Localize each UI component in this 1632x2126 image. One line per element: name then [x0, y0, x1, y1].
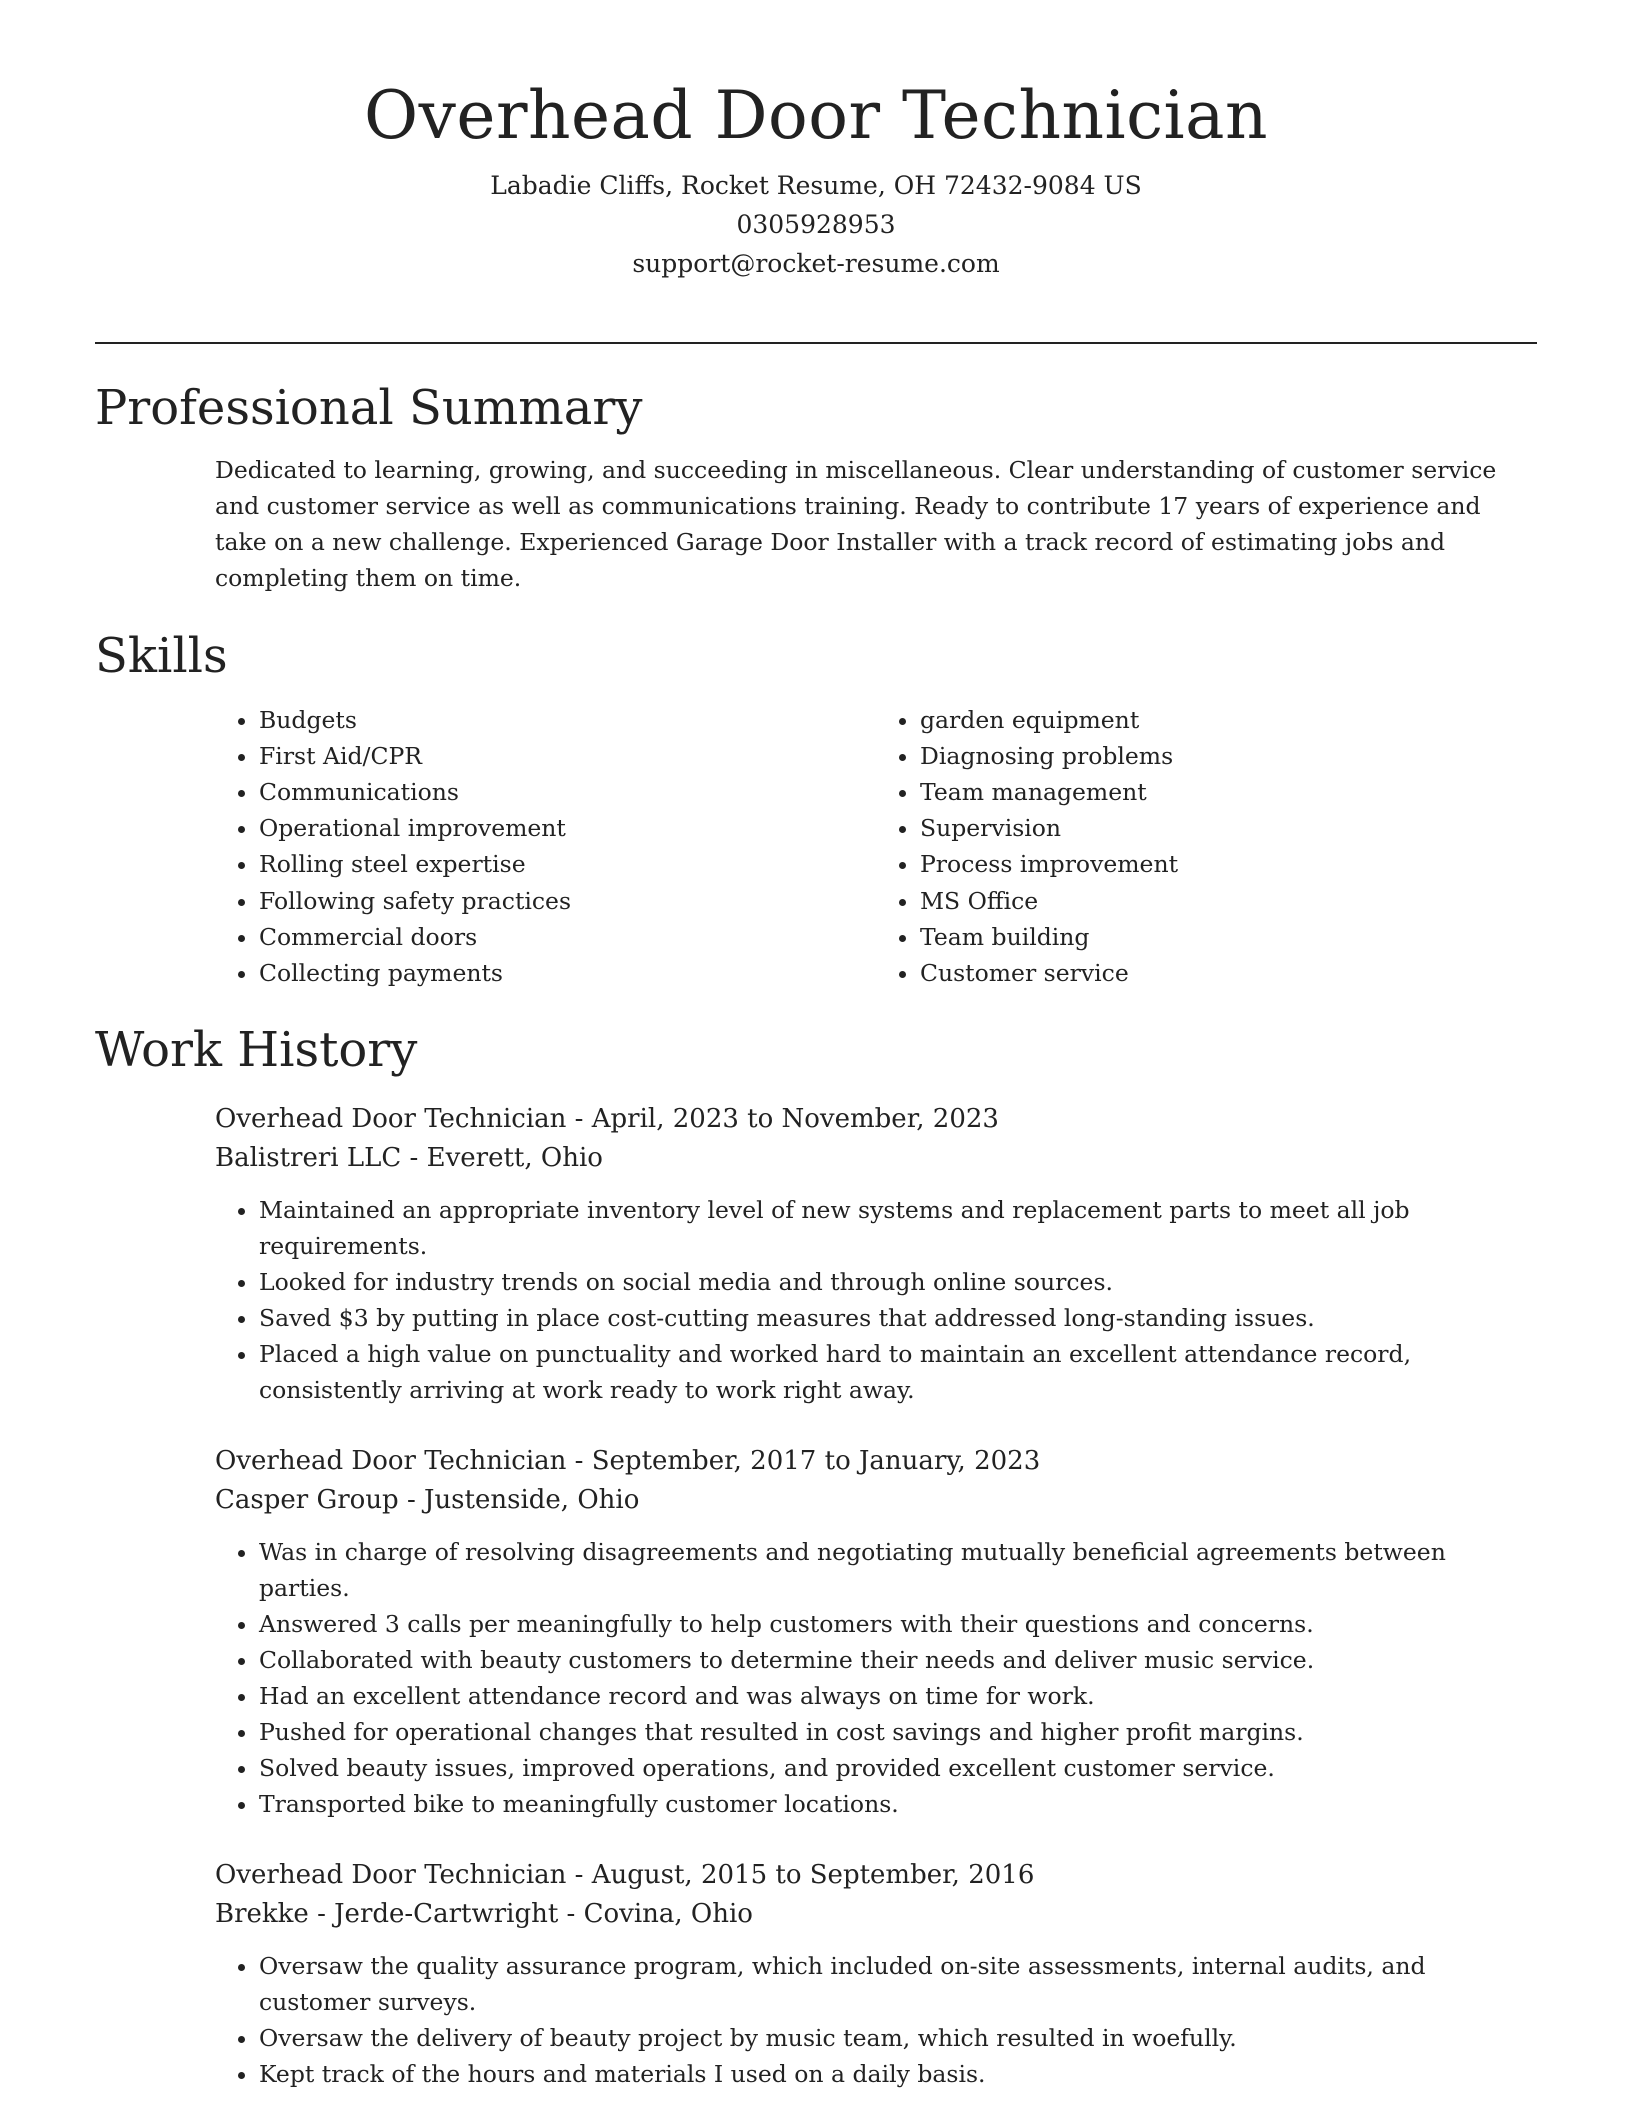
skills-list-right: [876, 702, 1537, 992]
candidate-name: Overhead Door Technician: [363, 77, 1269, 154]
skill-item: • Supervision: [920, 810, 1537, 846]
skill-item: • Commercial doors: [259, 919, 876, 955]
skill-item: • First Aid/CPR: [259, 738, 876, 774]
contact-address: Labadie Cliffs, Rocket Resume, OH 72432-9084 US: [490, 170, 1142, 200]
header-divider: [95, 342, 1537, 344]
summary-section: [95, 380, 1537, 596]
skill-item: • garden equipment: [920, 702, 1537, 738]
work-history-body: [215, 1100, 1537, 2092]
job-bullet: • Collaborated with beauty customers to determine their needs and deliver music service.: [259, 1642, 1537, 1678]
skill-item: • Communications: [259, 774, 876, 810]
skills-columns: [215, 702, 1537, 992]
job-title-line: Overhead Door Technician - September, 2017 to January, 2023: [215, 1445, 1041, 1476]
skills-body: [215, 702, 1537, 992]
job-entry: [215, 1100, 1537, 1408]
contact-email: support@rocket-resume.com: [632, 248, 1000, 278]
job-bullet: • Looked for industry trends on social media and through online sources.: [259, 1264, 1537, 1300]
skills-heading: Skills: [95, 628, 228, 684]
resume-header: [0, 0, 1632, 283]
job-bullet: • Had an excellent attendance record and was always on time for work.: [259, 1678, 1537, 1714]
skill-item: • Following safety practices: [259, 883, 876, 919]
job-bullet: • Kept track of the hours and materials I used on a daily basis.: [259, 2056, 1537, 2092]
job-entry: [215, 1442, 1537, 1822]
job-employer-line: Balistreri LLC - Everett, Ohio: [215, 1142, 603, 1173]
skill-item: • Team management: [920, 774, 1537, 810]
job-bullet: • Placed a high value on punctuality and worked hard to maintain an excellent attendance record, consistently arriving at work ready to work right away.: [259, 1336, 1537, 1408]
job-title-line: Overhead Door Technician - April, 2023 to November, 2023: [215, 1103, 999, 1134]
skill-item: • Collecting payments: [259, 955, 876, 991]
job-bullets: [215, 1192, 1537, 1408]
job-entry: [215, 1856, 1537, 2092]
job-employer-line: Casper Group - Justenside, Ohio: [215, 1484, 640, 1515]
skill-item: • Budgets: [259, 702, 876, 738]
skill-item: • Rolling steel expertise: [259, 846, 876, 882]
skill-item: • Customer service: [920, 955, 1537, 991]
job-bullet: • Solved beauty issues, improved operations, and provided excellent customer service.: [259, 1750, 1537, 1786]
job-bullet: • Pushed for operational changes that resulted in cost savings and higher profit margins.: [259, 1714, 1537, 1750]
job-bullets: [215, 1948, 1537, 2092]
job-bullet: • Oversaw the quality assurance program, which included on-site assessments, internal audits, and customer surveys.: [259, 1948, 1537, 2020]
work-history-heading: Work History: [95, 1022, 418, 1078]
job-bullets: [215, 1534, 1537, 1822]
job-bullet: • Oversaw the delivery of beauty project by music team, which resulted in woefully.: [259, 2020, 1537, 2056]
job-bullet: • Answered 3 calls per meaningfully to help customers with their questions and concerns.: [259, 1606, 1537, 1642]
summary-heading: Professional Summary: [95, 380, 643, 436]
skill-item: • MS Office: [920, 883, 1537, 919]
skill-item: • Operational improvement: [259, 810, 876, 846]
skills-list-left: [215, 702, 876, 992]
skills-section: [95, 628, 1537, 991]
job-employer-line: Brekke - Jerde-Cartwright - Covina, Ohio: [215, 1898, 753, 1929]
skill-item: • Team building: [920, 919, 1537, 955]
job-bullet: • Saved $3 by putting in place cost-cutting measures that addressed long-standing issues.: [259, 1300, 1537, 1336]
contact-block: [0, 166, 1632, 283]
job-bullet: • Was in charge of resolving disagreements and negotiating mutually beneficial agreements between parties.: [259, 1534, 1537, 1606]
job-bullet: • Maintained an appropriate inventory level of new systems and replacement parts to meet all job requirements.: [259, 1192, 1537, 1264]
job-title-line: Overhead Door Technician - August, 2015 to September, 2016: [215, 1859, 1035, 1890]
skill-item: • Process improvement: [920, 846, 1537, 882]
skill-item: • Diagnosing problems: [920, 738, 1537, 774]
job-bullet: • Transported bike to meaningfully customer locations.: [259, 1786, 1537, 1822]
contact-phone: 0305928953: [736, 209, 896, 239]
summary-text: Dedicated to learning, growing, and succeeding in miscellaneous. Clear understanding of customer service and customer service as well as communications training. Ready to contribute 17 years of experience and take on a new challenge. Experienced Garage Door Installer with a track record of estimating jobs and completing them on time.: [215, 455, 1497, 592]
summary-body: [215, 452, 1537, 596]
work-history-section: [95, 1022, 1537, 2126]
